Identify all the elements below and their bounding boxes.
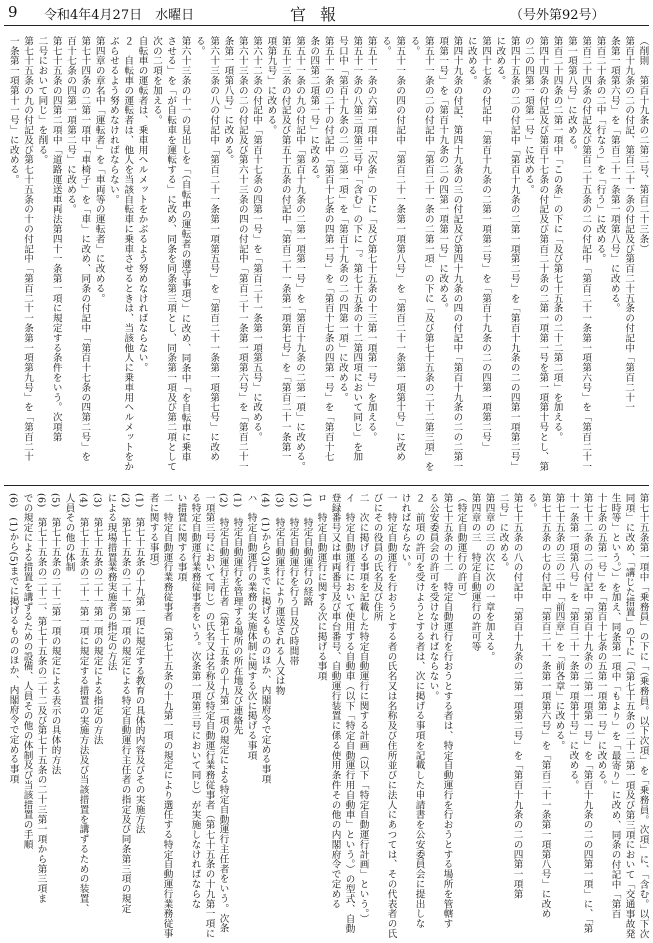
- text-column: 自転車の運転者は、乗車用ヘルメットをかぶるよう努めなければならない。: [136, 36, 148, 373]
- text-column: での規定による措置を講ずるための設備、人員その他の体制及び当該措置の手順: [21, 493, 33, 850]
- text-column: 一項第三号において同じ）の氏名又は名称及び特定自動運行業務従事者（第七十五条の十九第一項に: [203, 493, 215, 939]
- text-column: ハ 特定自動運行の業務の実施体制に関する次に掲げる事項: [245, 493, 257, 761]
- text-column: る。: [379, 36, 391, 56]
- text-column: (6) (1)から(5)までに掲げるもののほか、内閣府令で定める事項: [7, 493, 19, 784]
- text-column: る公安委員会の許可を受けなければならない。: [427, 493, 439, 701]
- text-column: (3) 特定自動運行により運送される人又は物: [273, 493, 285, 696]
- text-column: (2) 特定自動運行主任者（第七十五条の十九第一項の規定による特定自動運行主任者をいう。次条: [217, 493, 229, 934]
- text-column: ぶらせるよう努めなければならない。: [107, 36, 119, 205]
- text-column: 第七十四条の二第一項中「車椅子」を「車」に改め、同条の付記中「第百十七条の四第二号」を: [79, 36, 91, 462]
- issue-date: 令和4年4月27日 水曜日: [44, 8, 195, 23]
- text-column: 第五十一条の四の付記中「第百二十一条第一項第八号」を「第百二十一条第一項第十号」に改め: [394, 36, 406, 462]
- text-column: イ 特定自動運行において使用する自動車（以下「特定自動運行用自動車」という。）の型式、自動: [343, 493, 355, 934]
- text-column: 一 特定自動運行を行おうとする者の氏名又は名称及び住所並びに法人にあつては、その代表者の氏: [385, 493, 397, 939]
- text-column: 十七条の五第一号」を「第百十七条の五第一項第一号」に改める。: [595, 493, 607, 790]
- text-column: (5) 第七十五条の二十二第一項の規定による表示の具体的方法: [49, 493, 61, 775]
- text-column: 第五十一条の六第一項中「次条」の下に「及び第七十五条の十三第一項第一号」を加える。: [365, 36, 377, 442]
- text-column: (1) 特定自動運行を管理する場所の所在地及び連絡先: [231, 493, 243, 736]
- text-column: 条の四第二項第一号」に改める。: [308, 36, 320, 185]
- text-column: 者に関する事項）: [147, 493, 159, 573]
- issue-number: （号外第92号）: [510, 8, 605, 23]
- text-column: い措置に関する事項: [175, 493, 187, 583]
- text-column: 十一条第一項第八号」を「第百二十一条第一項第十号」に改める。: [567, 493, 579, 790]
- text-column: 第七十五条の八の付記中「第百十九条の二第一項第二号」を「第百十九条の二の四第一項第: [511, 493, 523, 899]
- text-column: (2) 第七十五条の二十一第一項の規定による特定自動運行主任者の指定及び同条第三項の規定: [119, 493, 131, 914]
- text-column: 登録番号又は車両番号及び車台番号、自動運行装置に係る使用条件その他の内閣府令で定める: [329, 493, 341, 909]
- text-column: 第五十一条の二十の付記中「第百十七条の四第一号」を「第百十七条の四第一号」を「第百十七: [322, 36, 334, 462]
- text-column: (2) 特定自動運行を行う日及び時間帯: [287, 493, 299, 666]
- text-column: 第百二十四条の二第一項中「この条」の下に「及び第七十五条の二十二第二項」を加える。: [551, 36, 563, 442]
- text-column: 第五十一条の九の付記中「第百十九条の二第一項第一号」を「第百十九条の二第一項」に改める。: [294, 36, 306, 472]
- text-column: 条第一項第八号」に改める。: [222, 36, 234, 165]
- text-column: 第七十五条の四第二項中「道路運送車両法第四十一条第一項に規定する条件をいう。次項第: [50, 36, 62, 442]
- text-column: 第七十五条の九の付記及び第七十五条の十の付記中「第百二十一条第一項第九号」を「第百二十: [22, 36, 34, 462]
- text-column: 条第一項第六号」を「第百二十一条第一項第八号」に改める。: [608, 36, 620, 314]
- section-divider: [4, 485, 649, 486]
- text-column: (4) (1)から(3)までに掲げるもののほか、内閣府令で定める事項: [259, 493, 271, 784]
- text-column: る。: [408, 36, 420, 56]
- text-column: （特定自動運行の許可）: [455, 493, 467, 602]
- text-column: 人員その他の体制: [63, 493, 75, 573]
- text-column: による現場措置業務実施者の指定の方法: [105, 493, 117, 672]
- text-column: 第百二十四条の付記及び第百二十五条の二の付記中「第百二十一条第一項第六号」を「第百二十一: [580, 36, 592, 472]
- text-column: 次の二項を加える。: [150, 36, 162, 126]
- text-column: 第四十九条の付記、第四十九条の三の付記及び第四十九条の四の付記中「第百十九条の二の二第一: [451, 36, 463, 472]
- text-column: (4) 第七十五条の二十一第一項に規定する措置の実施方法及び当該措置を講ずるための装置、: [77, 493, 89, 914]
- text-column: 第五十三条の付記及び第五十五条の付記中「第百二十一条第一項第七号」を「第百二十一条第一: [279, 36, 291, 462]
- text-column: 第六十三条の二の付記及び第六十三条の四の付記中「第百二十一条第一項第六号」を「第百二十一: [236, 36, 248, 472]
- text-column: 第六十三条の十一の見出しを「（自転車の運転者の遵守事項）」に改め、同条中「を自転車に乗車: [179, 36, 191, 462]
- text-column: 第四章の三の次に次の一章を加える。: [483, 493, 495, 662]
- text-column: 第七十五条の十二 特定自動運行を行おうとする者は、特定自動運行を行おうとする場所を管轄す: [441, 493, 453, 929]
- text-column: に改める。: [465, 36, 477, 86]
- text-column: ければならない。: [399, 493, 411, 573]
- text-column: 項第一号」を「第百十九条の二の四第一項第一号」に改める。: [437, 36, 449, 314]
- text-column: 第百十九条の二の付記、第百二十一条の付記及び第百二十五条の付記中「第百二十一: [623, 36, 635, 413]
- text-column: 二号」に改める。: [497, 493, 509, 573]
- gazette-title: 官報: [290, 5, 351, 24]
- text-column: 第四章の章名中「運転者」を「車両等の運転者」に改める。: [93, 36, 105, 304]
- text-column: 号口中「第百十九条の二の二第一項」を「第百十九条の二の四第一項」に改める。: [336, 36, 348, 403]
- text-column: (1) 第七十五条の十九第一項に規定する教育の具体的内容及びその実施方法: [133, 493, 145, 835]
- text-column: る特定自動運行業務従事者をいう。次条第一項第三号において同じ）が実施しなければならな: [189, 493, 201, 909]
- text-column: 二号において同じ」を削る。: [36, 36, 48, 165]
- text-column: ２ 自転車の運転者は、他人を当該自転車に乗車させるときは、当該他人に乗車用ヘルメットをか: [122, 36, 134, 472]
- text-column: の二の四第一項第一号」に改める。: [522, 36, 534, 195]
- text-column: 第一項第八号」に改める。: [565, 36, 577, 155]
- text-column: 第百二十条の二中「行なう」を「行う」に改める。: [594, 36, 606, 264]
- text-column: 第四章の三 特定自動運行の許可等: [469, 493, 481, 652]
- text-column: 第四十七条の付記中「第百十九条の二第一項第二号」を「第百十九条の二の四第一項第二号」: [480, 36, 492, 452]
- text-column: (3) 第七十五条の二十一第一項の規定による指定の方法: [91, 493, 103, 746]
- text-column: る。: [193, 36, 205, 56]
- text-column: (6) 第七十五条の二十二、第七十五条の二十二及び第七十五条の二十三第一項から第三項ま: [35, 493, 47, 904]
- text-column: 第七十二条の二の付記中「第百十九条の二第一項第一号」を「第百十九条の二の四第一項」に、「第: [581, 493, 593, 934]
- text-column: る。: [525, 493, 537, 513]
- text-column: 第四十五条の二の付記中「第百十九条の二第一項第二号」を「第百十九条の二の四第一項第二号」: [508, 36, 520, 472]
- text-column: 二 特定自動運行業務従事者（第七十五条の十九第一項の規定により選任する特定自動運行業務従事: [161, 493, 173, 939]
- text-column: (1) 特定自動運行の経路: [301, 493, 313, 607]
- page-header: [0, 0, 653, 26]
- text-column: に改める。: [494, 36, 506, 86]
- text-column: 第六十二条の付記中「第百十七条の四第一号」を「第百二十一条第一項第五号」に改める。: [251, 36, 263, 442]
- text-column: 第五十一条の二の付記中「第百二十一条の二第一項」の下に「及び第七十五条の二十二第三項」を: [422, 36, 434, 472]
- text-column: 項第九号」に改める。: [265, 36, 277, 135]
- text-column: 第七十五条の七の付記中「第百二十一条第一項第六号」を「第百二十一条第一項第八号」に改め: [539, 493, 551, 919]
- header-rule: [4, 25, 649, 26]
- text-column: ２ 前項の許可を受けようとする者は、次に掲げる事項を記載した申請書を公安委員会に提出しな: [413, 493, 425, 929]
- text-column: 生時等」という。）」を加え、同条第一項中「もより」を「最寄り」に改め、同条の付記中「第百: [609, 493, 621, 919]
- text-column: （削則 第百十九条の二第二号、第百二十三条）: [637, 36, 649, 254]
- text-column: させる」を「が自転車を運転する」に改め、同条を同条第三項とし、同条第一項及び第二項として: [165, 36, 177, 472]
- text-column: 第五十一条の八第三項第三号中「含む」の下に「。第七十五条の十二第四項において同じ」を加: [351, 36, 363, 462]
- text-column: 同項」に改め、「講じた措置」の下に「（第七十五条の二十二第一項及び第三項において「交通事故発: [623, 493, 635, 939]
- text-column: 百十七条の四第一項第二号」に改める。: [65, 36, 77, 215]
- text-column: 第六十三条の八の付記中「第百二十一条第一項第五号」を「第百二十一条第一項第七号」に改め: [208, 36, 220, 462]
- text-column: 第七十五条第一項中「乗務員」の下に「（乗務員。以下次項」を「乗務員。次項」に、「含む。以下次: [637, 493, 649, 939]
- text-column: 第七十五条の三の二中「前四章」を「前各章」に改める。: [553, 493, 565, 751]
- text-column: 二 次に掲げる事項を記載した特定自動運行に関する計画（以下「特定自動運行計画」という。）: [357, 493, 369, 924]
- text-column: 第四十四条の付記及び第百十七条の付記及び第百二十条の二第一項第一号を第一項第十号とし、第: [537, 36, 549, 472]
- text-column: びにその役員の氏名及び住所: [371, 493, 383, 622]
- text-column: ロ 特定自動運行に関する次に掲げる事項: [315, 493, 327, 682]
- page-number: 9: [8, 3, 18, 21]
- text-column: 一条第一項第十一号」に改める。: [7, 36, 19, 185]
